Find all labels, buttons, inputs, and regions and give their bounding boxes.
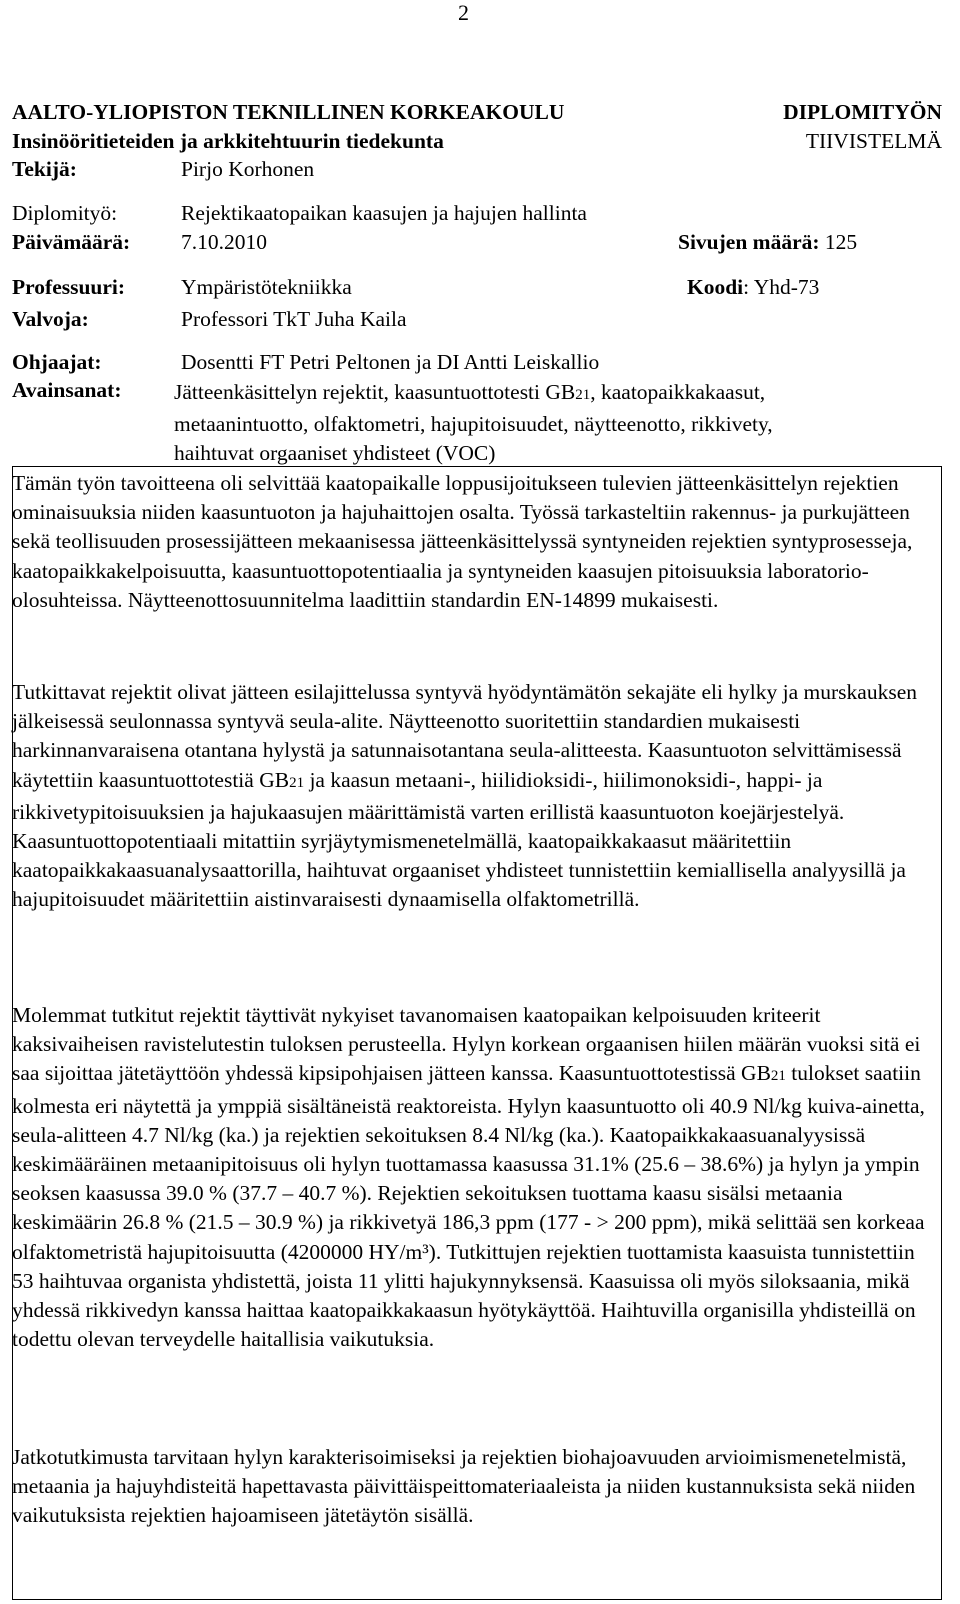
paragraph-3-part-a: Molemmat tutkitut rejektit täyttivät nykyiset tavanomaisen kaatopaikan kelpoisuuden kriteerit kaksivaiheisen ravistelutestin tuloksen perusteella. Hylyn korkean orgaanisen hiilen määrän vuoksi sitä ei saa sijoittaa jätetäyttöön yhdessä kipsipohjaisen jätteen kanssa. Kaasuntuottotestissä GB xyxy=(12,1003,921,1086)
instructors-value: Dosentti FT Petri Peltonen ja DI Antti Leiskallio xyxy=(181,350,600,374)
paragraph-2-part-b: ja kaasun metaani-, hiilidioksidi-, hiilimonoksidi-, happi- ja rikkivetypitoisuuksien ja hajukaasujen määrittämistä varten erillistä kaasuntuoton koejärjestelyä. Kaasuntuottopotentiaali mitattiin syrjäytymismenetelmällä, kaatopaikkakaasut määritettiin kaatopaikkakaasuanalysaattorilla, haihtuvat orgaaniset yhdisteet tunnistettiin kemiallisella analyysillä ja hajupitoisuudet määritettiin aistinvaraisesti dynaamisella olfaktometrillä. xyxy=(12,767,906,912)
keywords-line3: haihtuvat orgaaniset yhdisteet (VOC) xyxy=(174,441,496,465)
abstract-paragraph-2 xyxy=(12,678,927,915)
date-label: Päivämäärä: xyxy=(12,230,131,254)
abstract-paragraph-1: Tämän työn tavoitteena oli selvittää kaatopaikalle loppusijoitukseen tulevien jätteenkäsittelyn rejektien ominaisuuksia niiden kaasuntuoton ja hajuhaittojen osalta. Työssä tarkasteltiin rakennus- ja purkujätteen sekä teollisuuden prosessijätteen mekaanisessa jätteenkäsittelyssä syntyneiden rejektien syntyprosesseja, kaatopaikkakelpoisuutta, kaasuntuottopotentiaalia ja syntyneiden kaasujen pitoisuuksia laboratorio-olosuhteissa. Näytteenottosuunnitelma laadittiin standardin EN-14899 mukaisesti. xyxy=(12,471,913,612)
doc-type-line1: DIPLOMITYÖN xyxy=(783,100,942,124)
keywords-line1-end: , kaatopaikkakaasut, xyxy=(590,380,766,404)
author-value: Pirjo Korhonen xyxy=(181,157,315,181)
abstract-header xyxy=(12,98,942,405)
university-name: AALTO-YLIOPISTON TEKNILLINEN KORKEAKOULU xyxy=(12,100,565,124)
author-label: Tekijä: xyxy=(12,157,77,181)
page-number: 2 xyxy=(458,0,469,25)
professorship-value: Ympäristötekniikka xyxy=(181,275,352,299)
professorship-label: Professuuri: xyxy=(12,275,126,299)
code-value: : Yhd-73 xyxy=(743,275,820,299)
pages-value: 125 xyxy=(824,230,858,254)
keywords-subscript: 21 xyxy=(575,387,591,403)
paragraph-2-part-a: Tutkittavat rejektit olivat jätteen esilajittelussa syntyvä hyödyntämätön sekajäte eli hylky ja murskauksen jälkeisessä seulonnassa syntyvä seula-alite. Näytteenotto suoritettiin standardien mukaisesti harkinnanvaraisena otantana hylystä ja satunnaisotantana seula-alitteesta. Kaasuntuoton selvittämisessä käytettiin kaasuntuottotestiä GB xyxy=(12,680,917,792)
keywords-line2: metaanintuotto, olfaktometri, hajupitoisuudet, näytteenotto, rikkivety, xyxy=(174,412,773,436)
paragraph-2-subscript: 21 xyxy=(289,774,305,791)
thesis-label: Diplomityö: xyxy=(12,201,118,225)
thesis-title: Rejektikaatopaikan kaasujen ja hajujen hallinta xyxy=(181,201,587,225)
keywords-label: Avainsanat: xyxy=(12,378,122,402)
date-value: 7.10.2010 xyxy=(181,230,267,254)
keywords-line1: Jätteenkäsittelyn rejektit, kaasuntuottotesti GB xyxy=(174,380,576,404)
paragraph-3-subscript: 21 xyxy=(770,1068,786,1085)
abstract-paragraph-4: Jatkotutkimusta tarvitaan hylyn karakterisoimiseksi ja rejektien biohajoavuuden arvioimismenetelmistä, metaania ja hajuyhdisteitä hapettavasta päivittäispeittomateriaaleista ja niiden kustannuksista sekä niiden vaikutuksista rejektien hajoamiseen jätetäytön sisällä. xyxy=(12,1445,916,1528)
faculty-name: Insinööritieteiden ja arkkitehtuurin tiedekunta xyxy=(12,129,444,153)
instructors-label: Ohjaajat: xyxy=(12,350,102,374)
abstract-paragraph-3 xyxy=(12,1001,927,1354)
pages-label: Sivujen määrä: xyxy=(678,230,820,254)
code-label: Koodi xyxy=(687,275,744,299)
supervisor-value: Professori TkT Juha Kaila xyxy=(181,307,407,331)
paragraph-3-part-b: tulokset saatiin kolmesta eri näytettä ja ymppiä sisältäneistä reaktoreista. Hylyn kaasuntuotto oli 40.9 Nl/kg kuiva-ainetta, seula-alitteen 4.7 Nl/kg (ka.) ja rejektien sekoituksen 8.4 Nl/kg (ka.). Kaatopaikkakaasuanalyysissä keskimääräinen metaanipitoisuus oli hylyn tuottamassa kaasussa 31.1% (25.6 – 38.6%) ja hylyn ja ympin seoksen kaasussa 39.0 % (37.7 – 40.7 %). Rejektien sekoituksen tuottama kaasu sisälsi metaania keskimäärin 26.8 % (21.5 – 30.9 %) ja rikkivetyä 186,3 ppm (177 - > 200 ppm), mikä selittää sen korkeaa olfaktometristä hajupitoisuutta (4200000 HY/m³). Tutkittujen rejektien tuottamista kaasuista tunnistettiin 53 haihtuvaa organista yhdistettä, joista 11 ylitti hajukynnyksensä. Kaasuissa oli myös siloksaania, mikä yhdessä rikkivedyn kanssa haittaa kaatopaikkakaasun hyötykäyttöä. Haihtuvilla organisilla yhdisteillä on todettu olevan terveydelle haitallisia vaikutuksia. xyxy=(12,1061,925,1352)
supervisor-label: Valvoja: xyxy=(12,307,89,331)
keywords-value xyxy=(174,378,924,468)
doc-type-line2: TIIVISTELMÄ xyxy=(805,129,942,153)
